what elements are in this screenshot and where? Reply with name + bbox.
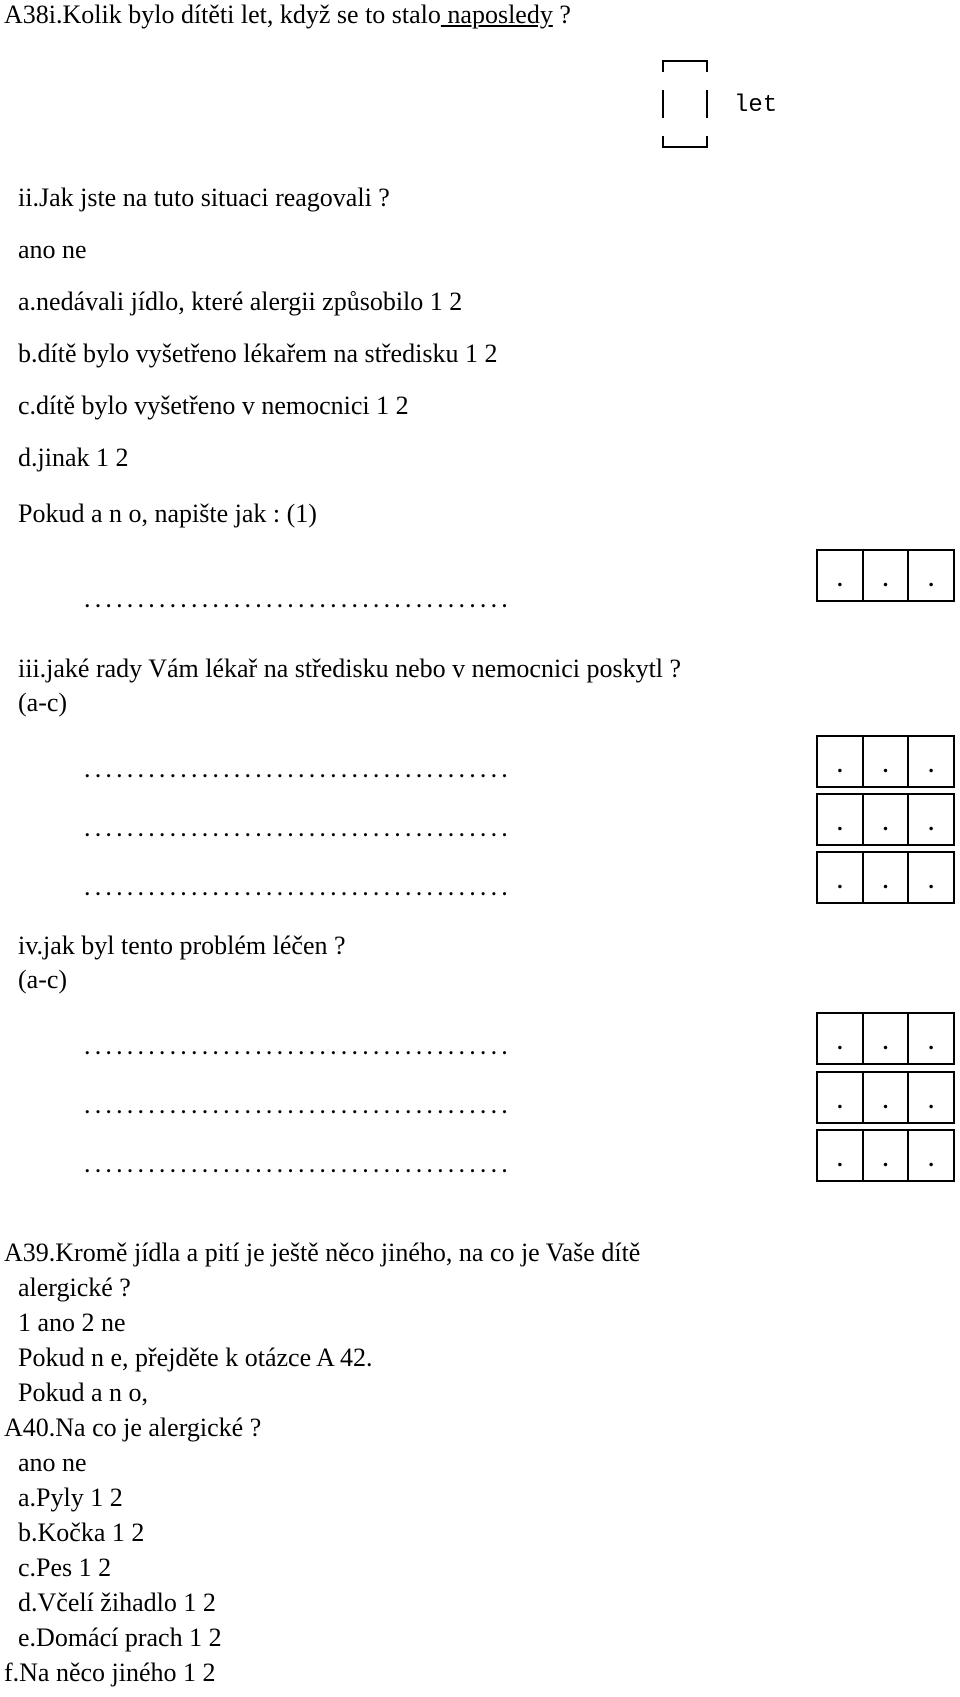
code-cell: . — [862, 735, 910, 788]
code-cell: . — [862, 851, 910, 904]
question-a38-i-underlined: naposledy — [440, 0, 553, 29]
option-b: b.dítě bylo vyšetřeno lékařem na středisku 1 2 — [18, 339, 498, 368]
answer-dotted-line[interactable]: ........................................ — [84, 754, 512, 783]
option-e: e.Domácí prach 1 2 — [18, 1623, 222, 1652]
option-d: d.jinak 1 2 — [18, 443, 129, 472]
question-a39-continued: alergické ? — [18, 1273, 131, 1302]
answer-dotted-line[interactable]: ........................................ — [84, 872, 512, 901]
option-f: f.Na něco jiného 1 2 — [4, 1658, 216, 1687]
code-cell: . — [816, 851, 864, 904]
code-boxes[interactable] — [816, 735, 955, 788]
question-a38-i — [4, 2, 571, 28]
answer-options: 1 ano 2 ne — [18, 1308, 126, 1337]
code-cell: . — [816, 549, 864, 602]
code-cell: . — [907, 793, 955, 846]
option-c: c.dítě bylo vyšetřeno v nemocnici 1 2 — [18, 391, 409, 420]
option-a: a.nedávali jídlo, které alergii způsobilo 1 2 — [18, 287, 463, 316]
range-a-c: (a-c) — [18, 688, 68, 717]
code-cell: . — [862, 549, 910, 602]
code-cell: . — [907, 1071, 955, 1124]
yes-no-header: ano ne — [18, 235, 87, 264]
option-c: c.Pes 1 2 — [18, 1553, 112, 1582]
note-if-yes: Pokud a n o, — [18, 1378, 148, 1407]
note-if-no: Pokud n e, přejděte k otázce A 42. — [18, 1343, 373, 1372]
yes-no-header: ano ne — [18, 1448, 87, 1477]
code-boxes[interactable] — [816, 1129, 955, 1182]
code-cell: . — [862, 1129, 910, 1182]
code-cell: . — [862, 1071, 910, 1124]
code-cell: . — [816, 1012, 864, 1065]
answer-dotted-line[interactable]: ........................................ — [84, 1090, 512, 1119]
note-if-yes: Pokud a n o, napište jak : (1) — [18, 499, 317, 528]
code-cell: . — [816, 735, 864, 788]
code-cell: . — [816, 1129, 864, 1182]
question-a38-i-text: A38i.Kolik bylo dítěti let, když se to stalo — [4, 0, 441, 29]
age-entry-box[interactable] — [662, 60, 708, 148]
option-d: d.Včelí žihadlo 1 2 — [18, 1588, 216, 1617]
option-b: b.Kočka 1 2 — [18, 1518, 145, 1547]
code-boxes[interactable] — [816, 1071, 955, 1124]
question-a38-i-suffix: ? — [552, 0, 571, 29]
code-cell: . — [816, 793, 864, 846]
range-a-c: (a-c) — [18, 965, 68, 994]
code-cell: . — [907, 851, 955, 904]
code-cell: . — [907, 549, 955, 602]
answer-dotted-line[interactable]: ........................................ — [84, 1149, 512, 1178]
option-a: a.Pyly 1 2 — [18, 1483, 123, 1512]
code-cell: . — [907, 1129, 955, 1182]
question-a38-iii: iii.jaké rady Vám lékař na středisku nebo v nemocnici poskytl ? — [18, 654, 682, 683]
answer-dotted-line[interactable]: ........................................ — [84, 813, 512, 842]
code-cell: . — [862, 1012, 910, 1065]
code-boxes[interactable] — [816, 1012, 955, 1065]
answer-dotted-line[interactable]: ........................................ — [84, 1031, 512, 1060]
question-a38-iv: iv.jak byl tento problém léčen ? — [18, 931, 346, 960]
age-unit-label: let — [734, 92, 778, 119]
question-a40: A40.Na co je alergické ? — [4, 1413, 262, 1442]
code-boxes[interactable] — [816, 793, 955, 846]
code-cell: . — [862, 793, 910, 846]
code-cell: . — [907, 1012, 955, 1065]
code-boxes[interactable] — [816, 549, 955, 602]
answer-dotted-line[interactable]: ........................................ — [84, 584, 512, 613]
code-cell: . — [907, 735, 955, 788]
code-boxes[interactable] — [816, 851, 955, 904]
question-a38-ii: ii.Jak jste na tuto situaci reagovali ? — [18, 183, 390, 212]
question-a39: A39.Kromě jídla a pití je ještě něco jiného, na co je Vaše dítě — [4, 1238, 641, 1267]
code-cell: . — [816, 1071, 864, 1124]
